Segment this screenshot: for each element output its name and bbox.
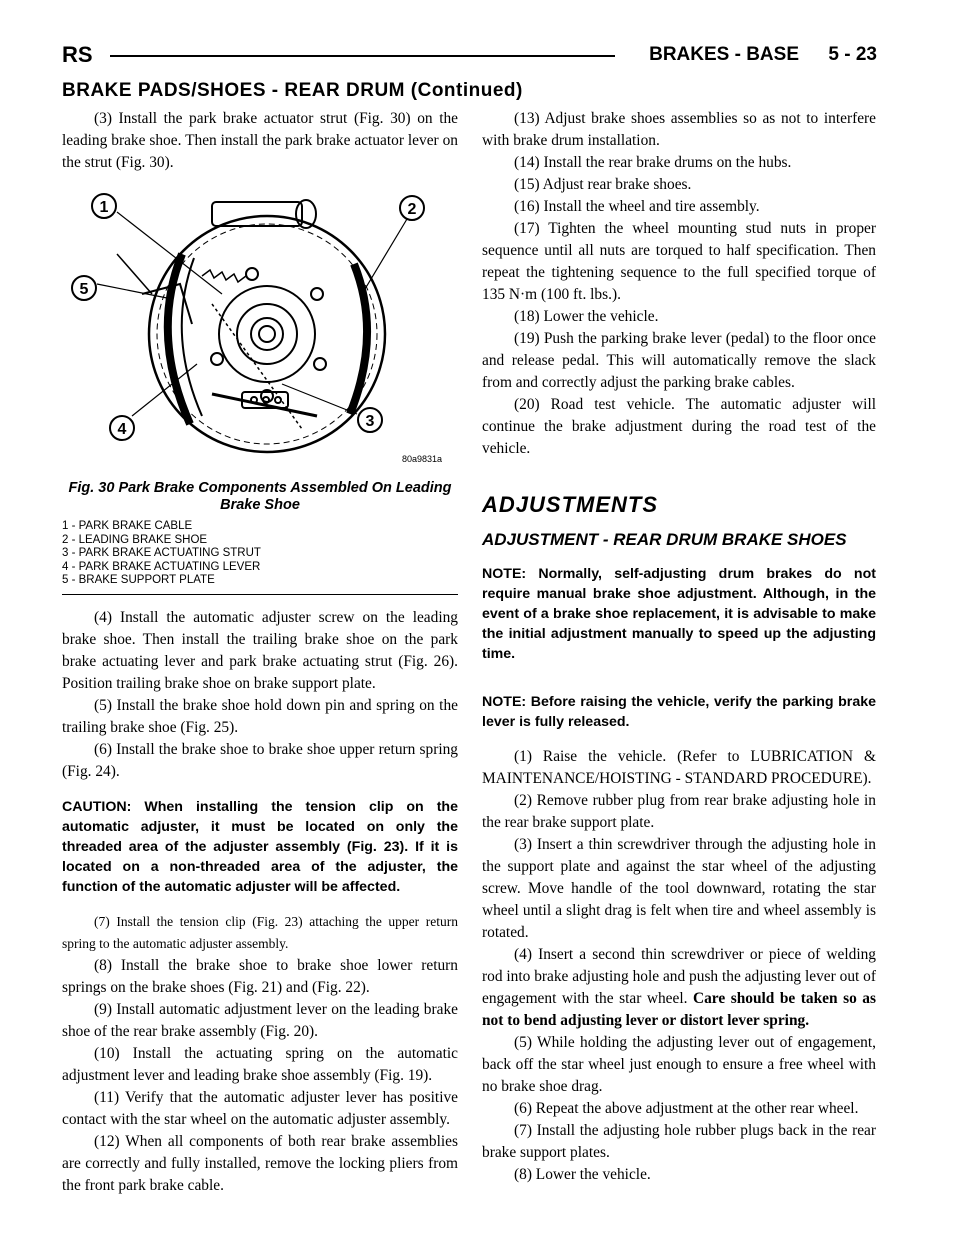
paragraph: (12) When all components of both rear brake assemblies are correctly and fully installed, remove the locking pliers from the front park brake cable. xyxy=(62,1132,458,1194)
legend-item: 4 - PARK BRAKE ACTUATING LEVER xyxy=(62,560,261,573)
legend-item: 1 - PARK BRAKE CABLE xyxy=(62,520,193,532)
page-header xyxy=(62,40,877,70)
paragraph: (7) Install the adjusting hole rubber plugs back in the rear brake support plates. xyxy=(482,1122,876,1161)
paragraph: (4) Install the automatic adjuster screw on the leading brake shoe. Then install the trailing brake shoe on the park brake actuating lever and park brake actuating strut (Fig. 26). Position trailing brake shoe on brake support plate. xyxy=(62,608,458,692)
paragraph: (8) Lower the vehicle. xyxy=(514,1166,651,1183)
caution-note: CAUTION: When installing the tension clip on the automatic adjuster, it must be located on only the threaded area of the adjuster assembly (Fig. 23). If it is located on a non-threaded area of the adjuster, the function of the automatic adjuster will be affected. xyxy=(62,798,458,895)
header-section: BRAKES - BASE xyxy=(649,44,799,65)
note: NOTE: Normally, self-adjusting drum brakes do not require manual brake shoe adjustment. Although, in the event of a brake shoe replacement, it is advisable to make the initial adjustment manually to speed up the adjusting time. xyxy=(482,566,876,662)
paragraph: (3) Install the park brake actuator strut (Fig. 30) on the leading brake shoe. Then install the park brake actuator lever on the strut (Fig. 30). xyxy=(62,110,458,171)
paragraph: (2) Remove rubber plug from rear brake adjusting hole in the rear brake support plate. xyxy=(482,792,876,831)
paragraph: (3) Insert a thin screwdriver through the adjusting hole in the support plate and against the star wheel of the adjusting screw. Move handle of the tool downward, rotating the star wheel until a slight drag is felt when tire and wheel assembly is rotated. xyxy=(482,836,876,941)
callout-3: 3 xyxy=(365,413,375,430)
figure-legend xyxy=(62,520,458,595)
figure-30 xyxy=(62,184,458,474)
paragraph: (6) Repeat the above adjustment at the other rear wheel. xyxy=(514,1100,859,1117)
paragraph: (19) Push the parking brake lever (pedal) to the floor once and release pedal. This will automatically remove the slack from and correctly adjust the parking brake cables. xyxy=(482,330,876,391)
callout-2: 2 xyxy=(407,201,417,218)
legend-item: 5 - BRAKE SUPPORT PLATE xyxy=(62,574,215,586)
paragraph: (5) While holding the adjusting lever out of engagement, back off the star wheel just enough to ensure a free wheel with no brake shoe drag. xyxy=(482,1034,876,1095)
paragraph: (11) Verify that the automatic adjuster lever has positive contact with the star wheel on the automatic adjuster assembly. xyxy=(62,1088,458,1128)
paragraph: (10) Install the actuating spring on the automatic adjustment lever and leading brake shoe assembly (Fig. 19). xyxy=(62,1044,458,1084)
warning-text: Care should be taken so as not to bend adjusting lever or distort lever spring. xyxy=(482,990,876,1029)
paragraph: (1) Raise the vehicle. (Refer to LUBRICATION & MAINTENANCE/HOISTING - STANDARD PROCEDURE). xyxy=(482,748,876,787)
page-number: 5 - 23 xyxy=(828,44,877,65)
callout-4: 4 xyxy=(117,421,127,438)
paragraph: (18) Lower the vehicle. xyxy=(514,308,659,325)
paragraph: (17) Tighten the wheel mounting stud nuts in proper sequence until all nuts are torqued to half specification. Then repeat the tightening sequence to the full specified torque of 135 N·m (100 ft. lbs.). xyxy=(482,220,876,303)
paragraph: (20) Road test vehicle. The automatic adjuster will continue the brake adjustment during the road test of the vehicle. xyxy=(482,396,876,457)
paragraph xyxy=(482,944,876,1032)
right-column xyxy=(482,108,876,1186)
paragraph: (8) Install the brake shoe to brake shoe lower return springs on the brake shoes (Fig. 21) and (Fig. 22). xyxy=(62,956,458,996)
figure-code: 80a9831a xyxy=(402,454,443,464)
paragraph: (13) Adjust brake shoes assemblies so as not to interfere with brake drum installation. xyxy=(482,110,876,149)
left-column xyxy=(62,108,458,1197)
brake-assembly-illustration xyxy=(62,184,458,474)
paragraph: (6) Install the brake shoe to brake shoe upper return spring (Fig. 24). xyxy=(62,740,458,780)
step-text: (4) Insert a second thin screwdriver or piece of welding rod into brake adjusting hole and push the adjusting lever out of engagement with the star wheel. xyxy=(482,946,876,1007)
paragraph: (15) Adjust rear brake shoes. xyxy=(514,176,692,193)
legend-item: 2 - LEADING BRAKE SHOE xyxy=(62,533,208,546)
paragraph: (16) Install the wheel and tire assembly. xyxy=(514,198,760,215)
callout-1: 1 xyxy=(99,199,109,216)
paragraph: (7) Install the tension clip (Fig. 23) attaching the upper return spring to the automatic adjuster assembly. xyxy=(62,913,458,951)
header-rule xyxy=(110,55,615,57)
heading-adjustments: ADJUSTMENTS xyxy=(482,492,659,517)
figure-caption: Fig. 30 Park Brake Components Assembled On Leading Brake Shoe xyxy=(68,480,452,513)
section-subheader: BRAKE PADS/SHOES - REAR DRUM (Continued) xyxy=(62,80,523,101)
note: NOTE: Before raising the vehicle, verify the parking brake lever is fully released. xyxy=(482,694,876,730)
callout-5: 5 xyxy=(79,281,89,298)
paragraph: (5) Install the brake shoe hold down pin and spring on the trailing brake shoe (Fig. 25). xyxy=(62,696,458,736)
heading-adjustment-rear-drum: ADJUSTMENT - REAR DRUM BRAKE SHOES xyxy=(482,530,847,549)
legend-item: 3 - PARK BRAKE ACTUATING STRUT xyxy=(62,547,261,559)
header-code: RS xyxy=(62,42,93,67)
paragraph: (9) Install automatic adjustment lever on the leading brake shoe of the rear brake assembly (Fig. 20). xyxy=(62,1000,458,1040)
paragraph: (14) Install the rear brake drums on the hubs. xyxy=(514,154,792,171)
